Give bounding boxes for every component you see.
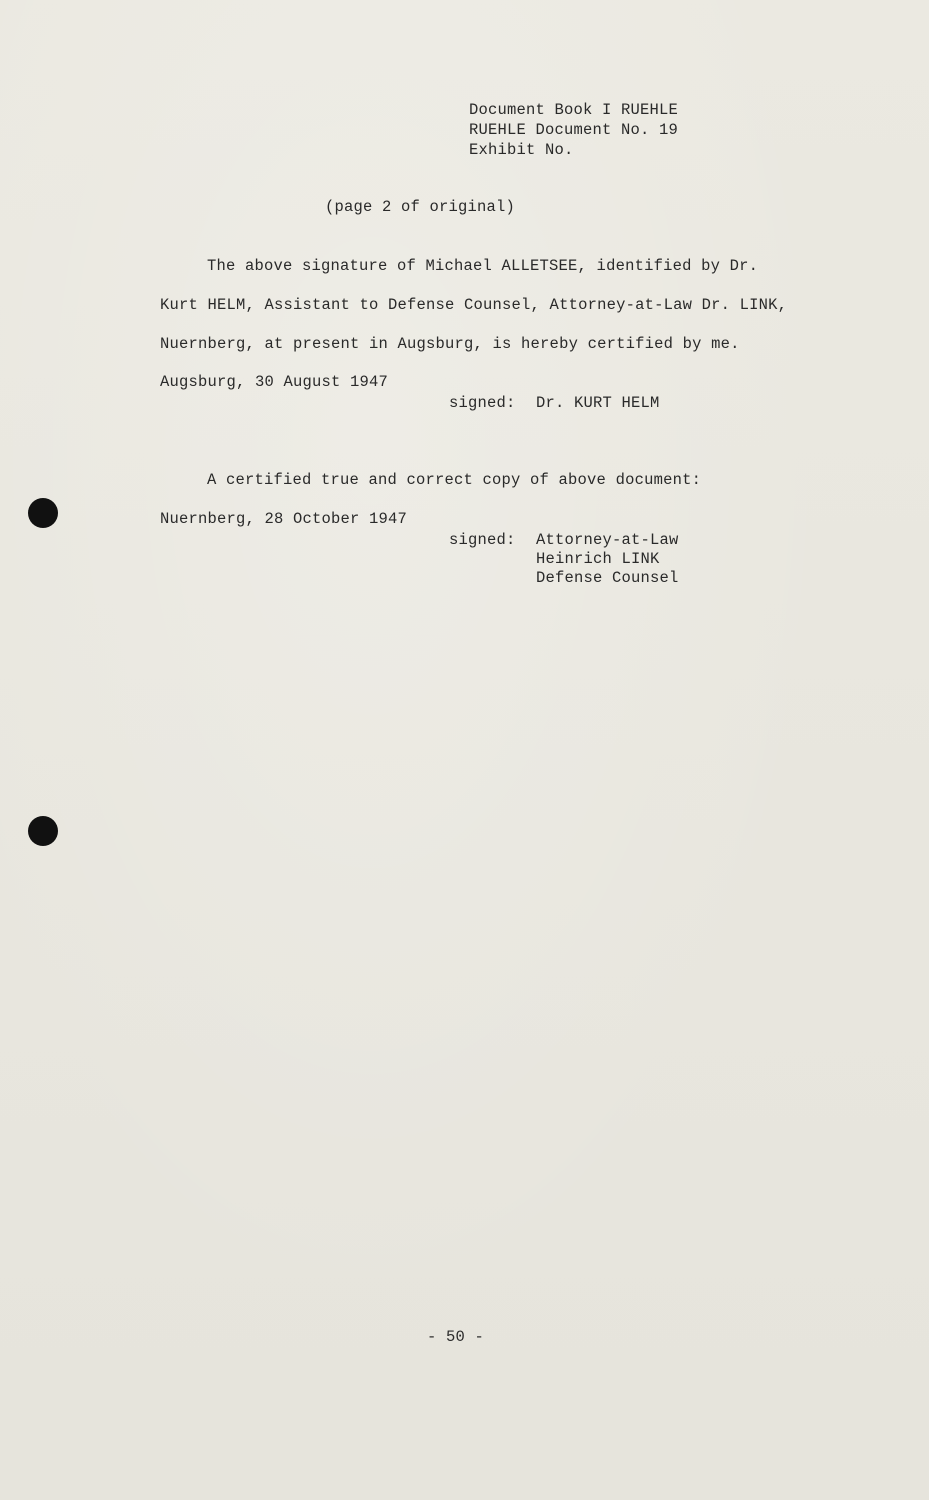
copy-statement: A certified true and correct copy of above document:: [207, 471, 702, 489]
header-document-book: Document Book I RUEHLE: [469, 101, 679, 119]
signer-name: Dr. KURT HELM: [536, 394, 660, 412]
page-number: - 50 -: [427, 1328, 485, 1346]
body-line: Nuernberg, at present in Augsburg, is hereby certified by me.: [160, 335, 740, 353]
body-line: The above signature of Michael ALLETSEE, identified by Dr.: [207, 257, 759, 275]
header-exhibit-number: Exhibit No.: [469, 141, 574, 159]
punch-hole: [28, 498, 58, 528]
page-note: (page 2 of original): [325, 198, 516, 216]
body-line: Kurt HELM, Assistant to Defense Counsel, Attorney-at-Law Dr. LINK,: [160, 296, 788, 314]
header-document-number: RUEHLE Document No. 19: [469, 121, 679, 139]
punch-hole: [28, 816, 58, 846]
signed-label: signed:: [449, 394, 516, 412]
signer-role: Defense Counsel: [536, 569, 679, 587]
copy-place-date: Nuernberg, 28 October 1947: [160, 510, 408, 528]
signer-title: Attorney-at-Law: [536, 531, 679, 549]
signer-name: Heinrich LINK: [536, 550, 660, 568]
signed-label: signed:: [449, 531, 516, 549]
certification-place-date: Augsburg, 30 August 1947: [160, 373, 389, 391]
